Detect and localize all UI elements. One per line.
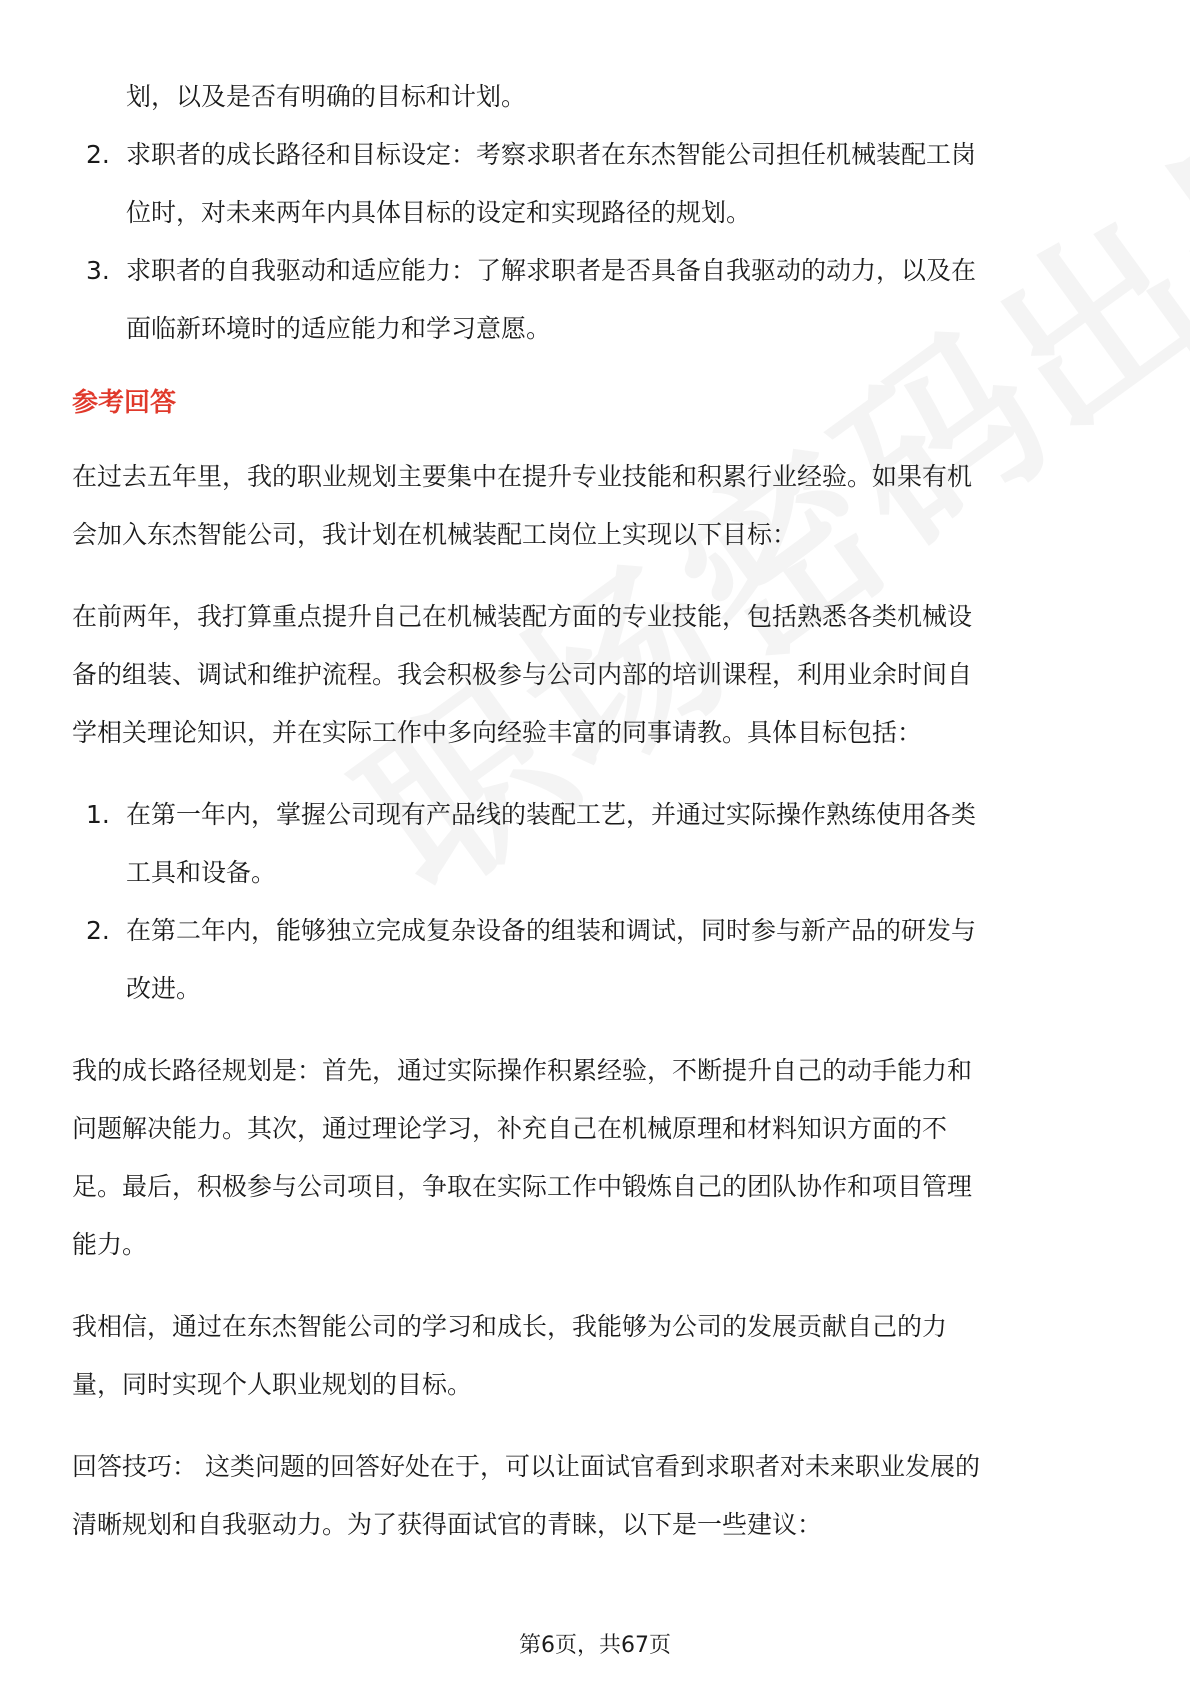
list-item <box>72 786 1122 902</box>
list-item <box>72 126 1122 242</box>
page-number: 第6页，共67页 <box>519 1633 671 1658</box>
list-number: 1. <box>86 800 110 829</box>
answer-tips <box>72 1438 1122 1554</box>
list-number: 3. <box>86 256 110 285</box>
list-item-continuation: 划，以及是否有明确的目标和计划。 <box>126 82 527 111</box>
paragraph-line: 学相关理论知识，并在实际工作中多向经验丰富的同事请教。具体目标包括： <box>72 718 923 747</box>
list-item-text: 在第二年内，能够独立完成复杂设备的组装和调试，同时参与新产品的研发与 <box>126 916 977 945</box>
list-item-text: 求职者的成长路径和目标设定：考察求职者在东杰智能公司担任机械装配工岗 <box>126 140 977 169</box>
paragraph-line: 在过去五年里，我的职业规划主要集中在提升专业技能和积累行业经验。如果有机 <box>72 462 973 491</box>
paragraph <box>72 1298 1122 1414</box>
paragraph-line: 清晰规划和自我驱动力。为了获得面试官的青睐，以下是一些建议： <box>72 1510 823 1539</box>
list-item <box>72 902 1122 1018</box>
paragraph-line: 会加入东杰智能公司，我计划在机械装配工岗位上实现以下目标： <box>72 520 798 549</box>
paragraph-line: 足。最后，积极参与公司项目，争取在实际工作中锻炼自己的团队协作和项目管理 <box>72 1172 973 1201</box>
page-content <box>72 68 1122 1554</box>
list-item-text: 工具和设备。 <box>126 858 277 887</box>
paragraph <box>72 1042 1122 1274</box>
section-heading: 参考回答 <box>72 388 177 418</box>
list-item-text: 在第一年内，掌握公司现有产品线的装配工艺，并通过实际操作熟练使用各类 <box>126 800 977 829</box>
paragraph-line: 我的成长路径规划是：首先，通过实际操作积累经验，不断提升自己的动手能力和 <box>72 1056 973 1085</box>
list-item-text: 改进。 <box>126 974 202 1003</box>
list-number: 2. <box>86 140 110 169</box>
paragraph <box>72 448 1122 564</box>
paragraph-line: 量，同时实现个人职业规划的目标。 <box>72 1370 473 1399</box>
paragraph-line: 备的组装、调试和维护流程。我会积极参与公司内部的培训课程，利用业余时间自 <box>72 660 973 689</box>
list-item <box>72 242 1122 358</box>
paragraph-line: 回答技巧： 这类问题的回答好处在于，可以让面试官看到求职者对未来职业发展的 <box>72 1452 980 1481</box>
paragraph-line: 能力。 <box>72 1230 148 1259</box>
paragraph-line: 我相信，通过在东杰智能公司的学习和成长，我能够为公司的发展贡献自己的力 <box>72 1312 948 1341</box>
list-number: 2. <box>86 916 110 945</box>
paragraph-line: 在前两年，我打算重点提升自己在机械装配方面的专业技能，包括熟悉各类机械设 <box>72 602 973 631</box>
paragraph-line: 问题解决能力。其次，通过理论学习，补充自己在机械原理和材料知识方面的不 <box>72 1114 948 1143</box>
paragraph <box>72 588 1122 762</box>
list-item-text: 面临新环境时的适应能力和学习意愿。 <box>126 314 552 343</box>
list-item-text: 求职者的自我驱动和适应能力：了解求职者是否具备自我驱动的动力，以及在 <box>126 256 977 285</box>
list-item-text: 位时，对未来两年内具体目标的设定和实现路径的规划。 <box>126 198 752 227</box>
